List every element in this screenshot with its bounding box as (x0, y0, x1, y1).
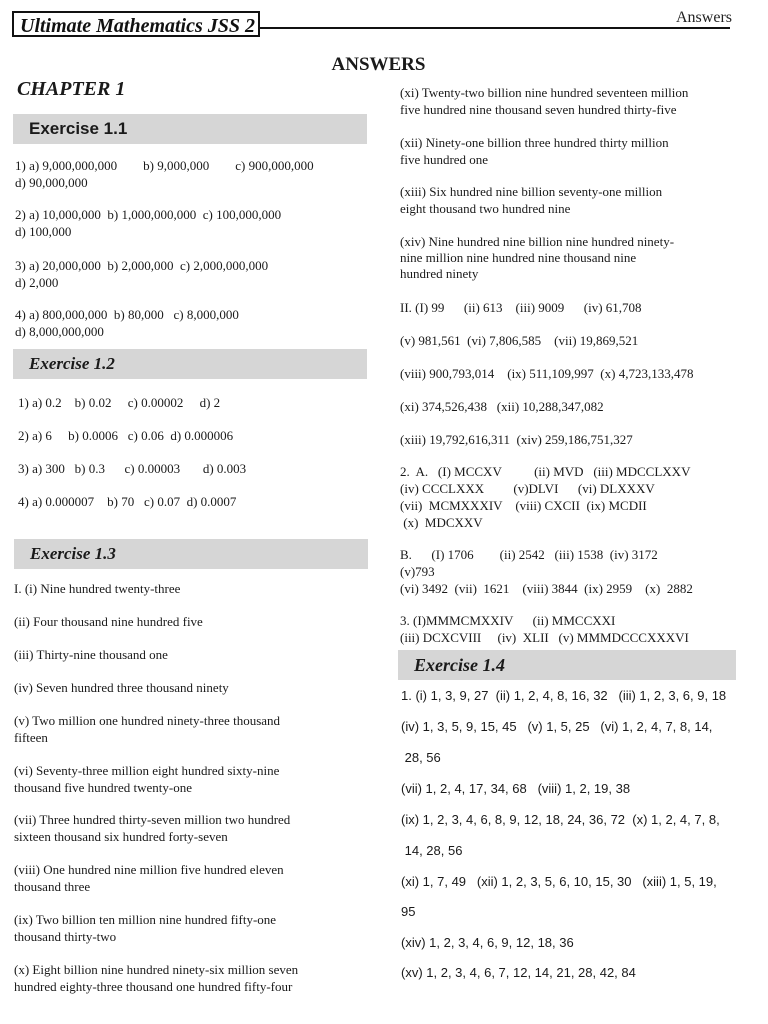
header-rule (260, 27, 730, 29)
answer-line: d) 100,000 (15, 224, 72, 239)
answer-line: (xiv) Nine hundred nine billion nine hundred ninety- (400, 234, 675, 249)
answer-line: d) 8,000,000,000 (15, 324, 104, 339)
answer-line: (viii) One hundred nine million five hundred eleven (14, 862, 284, 877)
answer-line: fifteen (14, 730, 48, 745)
answer-line: (ix) Two billion ten million nine hundred fifty-one (14, 912, 277, 927)
exercise-1-3-heading: Exercise 1.3 (14, 539, 368, 569)
answer-line: (xi) Twenty-two billion nine hundred seventeen million (400, 85, 689, 100)
answer-line: d) 90,000,000 (15, 175, 88, 190)
book-title: Ultimate Mathematics JSS 2 (12, 11, 260, 37)
answer-line: 4) a) 0.000007 b) 70 c) 0.07 d) 0.0007 (18, 494, 237, 509)
answer-line: 4) a) 800,000,000 b) 80,000 c) 8,000,000 (15, 307, 239, 322)
answer-line: 28, 56 (401, 750, 441, 765)
answer-line: (ix) 1, 2, 3, 4, 6, 8, 9, 12, 18, 24, 36, 72 (x) 1, 2, 4, 7, 8, (401, 812, 720, 827)
answer-line: (xii) Ninety-one billion three hundred thirty million (400, 135, 669, 150)
answer-line: 1) a) 9,000,000,000 b) 9,000,000 c) 900,000,000 (15, 158, 314, 173)
answer-line: hundred ninety (400, 266, 479, 281)
answer-line: (v) 981,561 (vi) 7,806,585 (vii) 19,869,521 (400, 333, 639, 348)
answer-line: (xiii) Six hundred nine billion seventy-one million (400, 184, 663, 199)
chapter-heading: CHAPTER 1 (17, 78, 126, 100)
answer-line: 3) a) 20,000,000 b) 2,000,000 c) 2,000,000,000 (15, 258, 269, 273)
answer-line: (ii) Four thousand nine hundred five (14, 614, 203, 629)
answer-line: thousand five hundred twenty-one (14, 780, 192, 795)
answer-line: B. (I) 1706 (ii) 2542 (iii) 1538 (iv) 3172 (400, 547, 658, 562)
answer-line: 14, 28, 56 (401, 843, 463, 858)
answer-line: (vii) MCMXXXIV (viii) CXCII (ix) MCDII (400, 498, 647, 513)
answer-line: (iv) CCCLXXX (v)DLVI (vi) DLXXXV (400, 481, 655, 496)
answer-line: hundred eighty-three thousand one hundred fifty-four (14, 979, 293, 994)
answer-line: (vii) 1, 2, 4, 17, 34, 68 (viii) 1, 2, 19, 38 (401, 781, 631, 796)
answer-line: (x) MDCXXV (400, 515, 483, 530)
answer-line: 1. (i) 1, 3, 9, 27 (ii) 1, 2, 4, 8, 16, 32 (iii) 1, 2, 3, 6, 9, 18 (401, 688, 727, 703)
answer-line: (xv) 1, 2, 3, 4, 6, 7, 12, 14, 21, 28, 42, 84 (401, 965, 636, 980)
answer-line: thousand three (14, 879, 91, 894)
answer-line: (iv) Seven hundred three thousand ninety (14, 680, 229, 695)
answer-line: (iii) Thirty-nine thousand one (14, 647, 168, 662)
answer-line: (xi) 1, 7, 49 (xii) 1, 2, 3, 5, 6, 10, 15, 30 (xiii) 1, 5, 19, (401, 874, 717, 889)
answer-line: (iv) 1, 3, 5, 9, 15, 45 (v) 1, 5, 25 (vi) 1, 2, 4, 7, 8, 14, (401, 719, 713, 734)
answer-line: I. (i) Nine hundred twenty-three (14, 581, 181, 596)
answer-line: d) 2,000 (15, 275, 59, 290)
answer-line: 1) a) 0.2 b) 0.02 c) 0.00002 d) 2 (18, 395, 221, 410)
answer-line: (viii) 900,793,014 (ix) 511,109,997 (x) 4,723,133,478 (400, 366, 694, 381)
exercise-1-1-heading: Exercise 1.1 (13, 114, 367, 144)
page-title: ANSWERS (331, 54, 426, 75)
answer-line: (vi) 3492 (vii) 1621 (viii) 3844 (ix) 2959 (x) 2882 (400, 581, 693, 596)
section-label: Answers (676, 9, 732, 26)
answer-line: five hundred nine thousand seven hundred thirty-five (400, 102, 677, 117)
answer-line: 95 (401, 904, 416, 919)
answer-line: 3. (I)MMMCMXXIV (ii) MMCCXXI (400, 613, 616, 628)
answer-line: (vii) Three hundred thirty-seven million two hundred (14, 812, 291, 827)
answer-line: (vi) Seventy-three million eight hundred sixty-nine (14, 763, 280, 778)
exercise-1-2-heading: Exercise 1.2 (13, 349, 367, 379)
answer-line: five hundred one (400, 152, 489, 167)
answer-line: eight thousand two hundred nine (400, 201, 571, 216)
answer-line: 2. A. (I) MCCXV (ii) MVD (iii) MDCCLXXV (400, 464, 691, 479)
answer-line: (xi) 374,526,438 (xii) 10,288,347,082 (400, 399, 604, 414)
answer-line: (xiv) 1, 2, 3, 4, 6, 9, 12, 18, 36 (401, 935, 574, 950)
exercise-1-4-heading: Exercise 1.4 (398, 650, 736, 680)
answer-line: 2) a) 10,000,000 b) 1,000,000,000 c) 100,000,000 (15, 207, 282, 222)
answer-line: (xiii) 19,792,616,311 (xiv) 259,186,751,327 (400, 432, 633, 447)
answer-line: (x) Eight billion nine hundred ninety-six million seven (14, 962, 299, 977)
answer-line: nine million nine hundred nine thousand nine (400, 250, 637, 265)
answer-line: 2) a) 6 b) 0.0006 c) 0.06 d) 0.000006 (18, 428, 234, 443)
answer-line: (v)793 (400, 564, 435, 579)
answer-line: sixteen thousand six hundred forty-seven (14, 829, 228, 844)
answer-line: 3) a) 300 b) 0.3 c) 0.00003 d) 0.003 (18, 461, 247, 476)
answer-line: II. (I) 99 (ii) 613 (iii) 9009 (iv) 61,708 (400, 300, 642, 315)
answer-line: (iii) DCXCVIII (iv) XLII (v) MMMDCCCXXXVI (400, 630, 689, 645)
answer-line: (v) Two million one hundred ninety-three thousand (14, 713, 281, 728)
answer-line: thousand thirty-two (14, 929, 117, 944)
